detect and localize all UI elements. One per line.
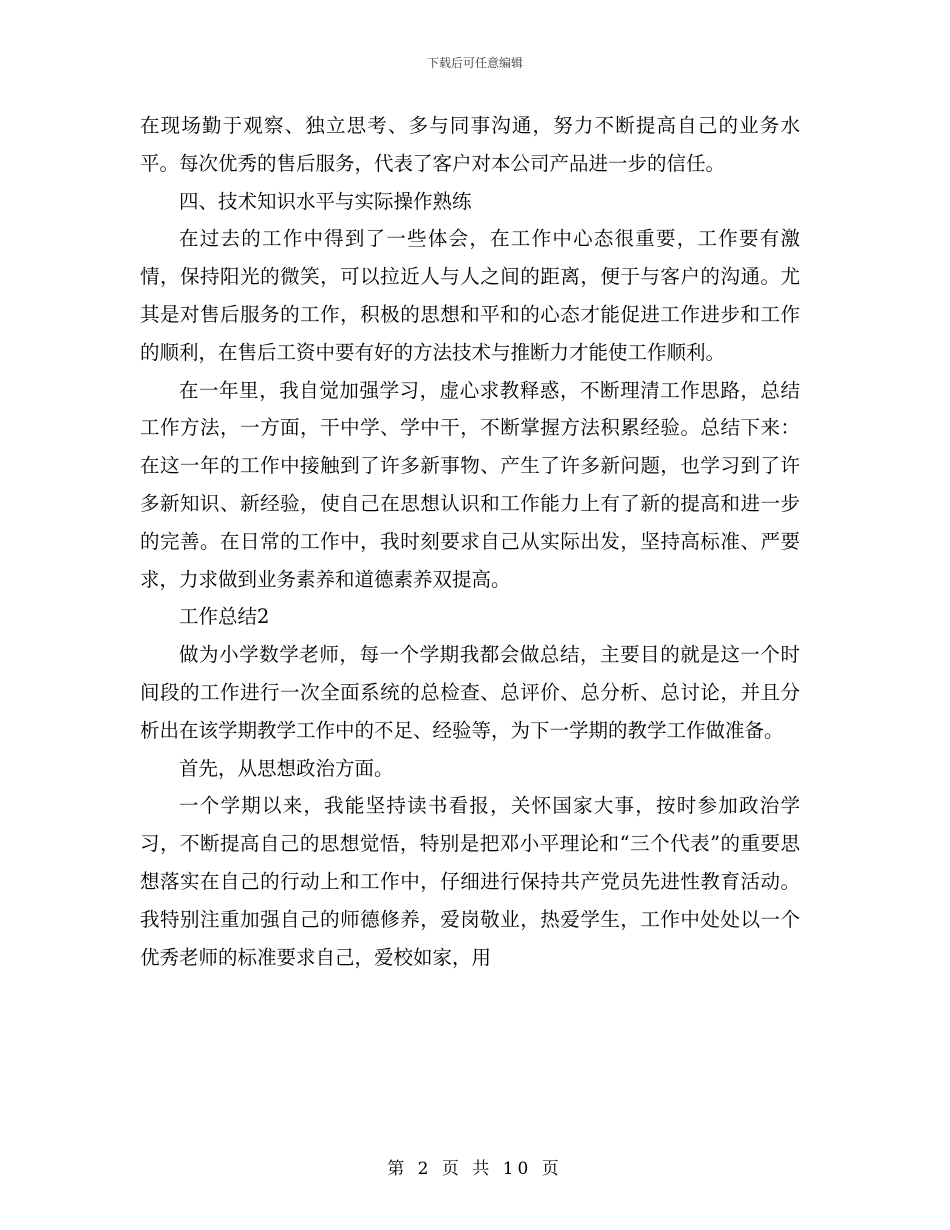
page-number: 第 2 页 共 10 页 — [387, 1159, 563, 1179]
paragraph-4: 做为小学数学老师，每一个学期我都会做总结，主要目的就是这一个时间段的工作进行一次全面系统的总检查、总评价、总分析、总讨论，并且分析出在该学期教学工作中的不足、经验等，为下一学期的教学工作做准备。 — [140, 643, 800, 742]
page-header-note: 下载后可任意编辑 — [426, 56, 523, 70]
document-body — [140, 107, 800, 976]
paragraph-3: 在一年里，我自觉加强学习，虚心求教释惑，不断理清工作思路，总结工作方法，一方面，干中学、学中干，不断掌握方法积累经验。总结下来：在这一年的工作中接触到了许多新事物、产生了许多新问题，也学习到了许多新知识、新经验，使自己在思想认识和工作能力上有了新的提高和进一步的完善。在日常的工作中，我时刻要求自己从实际出发，坚持高标准、严要求，力求做到业务素养和道德素养双提高。 — [140, 378, 800, 591]
section-title-work-summary-2: 工作总结2 — [179, 605, 270, 629]
paragraph-5: 首先，从思想政治方面。 — [179, 756, 394, 780]
paragraph-6: 一个学期以来，我能坚持读书看报，关怀国家大事，按时参加政治学习，不断提高自己的思想觉悟，特别是把邓小平理论和“三个代表”的重要思想落实在自己的行动上和工作中，仔细进行保持共产党员先进性教育活动。我特别注重加强自己的师德修养，爱岗敬业，热爱学生，工作中处处以一个优秀老师的标准要求自己，爱校如家，用 — [140, 794, 800, 969]
paragraph-2: 在过去的工作中得到了一些体会，在工作中心态很重要，工作要有激情，保持阳光的微笑，可以拉近人与人之间的距离，便于与客户的沟通。尤其是对售后服务的工作，积极的思想和平和的心态才能促进工作进步和工作的顺利，在售后工资中要有好的方法技术与推断力才能使工作顺利。 — [140, 227, 800, 364]
section-heading-4: 四、技术知识水平与实际操作熟练 — [179, 189, 472, 213]
paragraph-1: 在现场勤于观察、独立思考、多与同事沟通，努力不断提高自己的业务水平。每次优秀的售后服务，代表了客户对本公司产品进一步的信任。 — [140, 114, 800, 175]
